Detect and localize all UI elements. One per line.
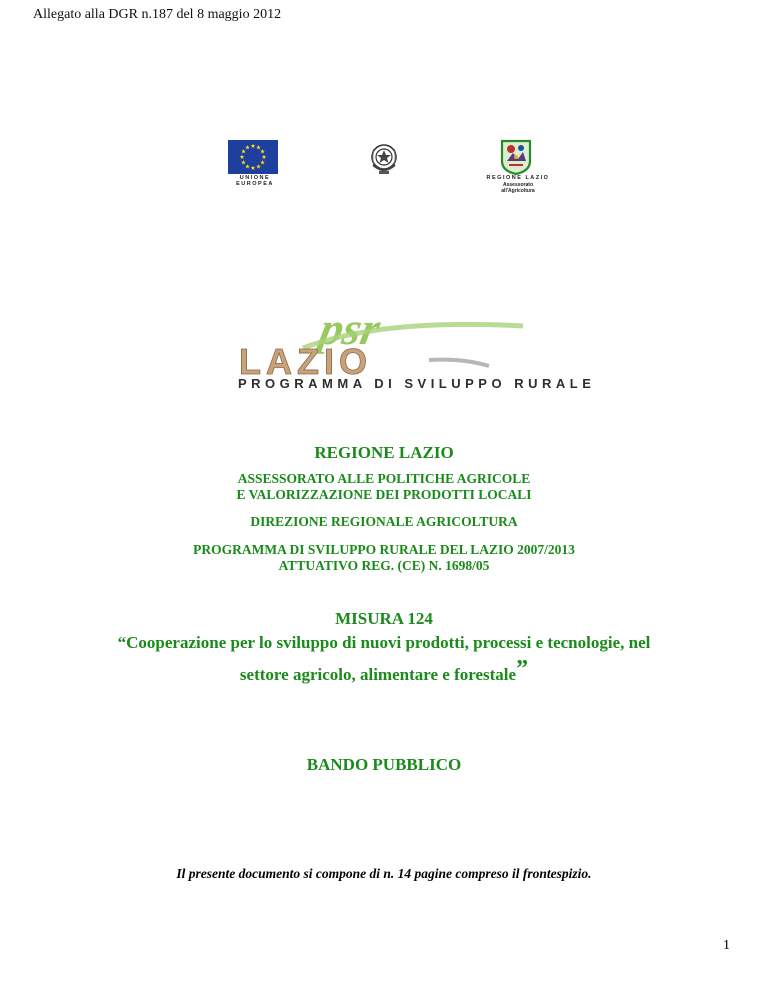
page-number: 1: [723, 938, 730, 953]
programma-line1: PROGRAMMA DI SVILUPPO RURALE DEL LAZIO 2007/2013: [193, 542, 575, 557]
closing-quote: ”: [516, 656, 529, 682]
lazio-lettering: LAZIO: [239, 341, 372, 378]
region-title: REGIONE LAZIO: [314, 443, 454, 462]
misura-description: [0, 630, 768, 688]
regione-lazio-emblem-icon: [499, 139, 533, 175]
psr-script-lettering: psr: [315, 308, 385, 355]
assessorato-block: [0, 471, 768, 503]
psr-lazio-logo: [233, 308, 533, 378]
italian-republic-emblem-icon: [368, 141, 400, 177]
misura-description-line2-text: settore agricolo, alimentare e forestale: [239, 665, 517, 684]
regione-lazio-caption: [483, 175, 553, 195]
misura-title: MISURA 124: [335, 609, 433, 628]
misura-description-line2: [0, 656, 768, 688]
eu-caption: UNIONE EUROPEA: [236, 175, 274, 187]
direzione-title: DIREZIONE REGIONALE AGRICOLTURA: [250, 514, 518, 529]
misura-description-line1: “Cooperazione per lo sviluppo di nuovi prodotti, processi e tecnologie, nel: [117, 633, 651, 652]
assessorato-line1: ASSESSORATO ALLE POLITICHE AGRICOLE: [237, 471, 531, 486]
bando-title: BANDO PUBBLICO: [306, 755, 462, 774]
regione-lazio-caption-sub2: all'Agricoltura: [501, 188, 535, 194]
programma-line2: ATTUATIVO REG. (CE) N. 1698/05: [278, 558, 490, 573]
programma-block: [0, 542, 768, 574]
eu-flag-logo: [228, 140, 278, 174]
regione-lazio-caption-title: REGIONE LAZIO: [486, 175, 550, 181]
document-header-note: Allegato alla DGR n.187 del 8 maggio 2012: [33, 7, 282, 22]
assessorato-line2: E VALORIZZAZIONE DEI PRODOTTI LOCALI: [236, 487, 532, 502]
document-note: Il presente documento si compone di n. 14 pagine compreso il frontespizio.: [176, 866, 592, 881]
regione-lazio-caption-sub1: Assessorato: [502, 181, 533, 188]
psr-caption: PROGRAMMA DI SVILUPPO RURALE: [238, 376, 596, 391]
